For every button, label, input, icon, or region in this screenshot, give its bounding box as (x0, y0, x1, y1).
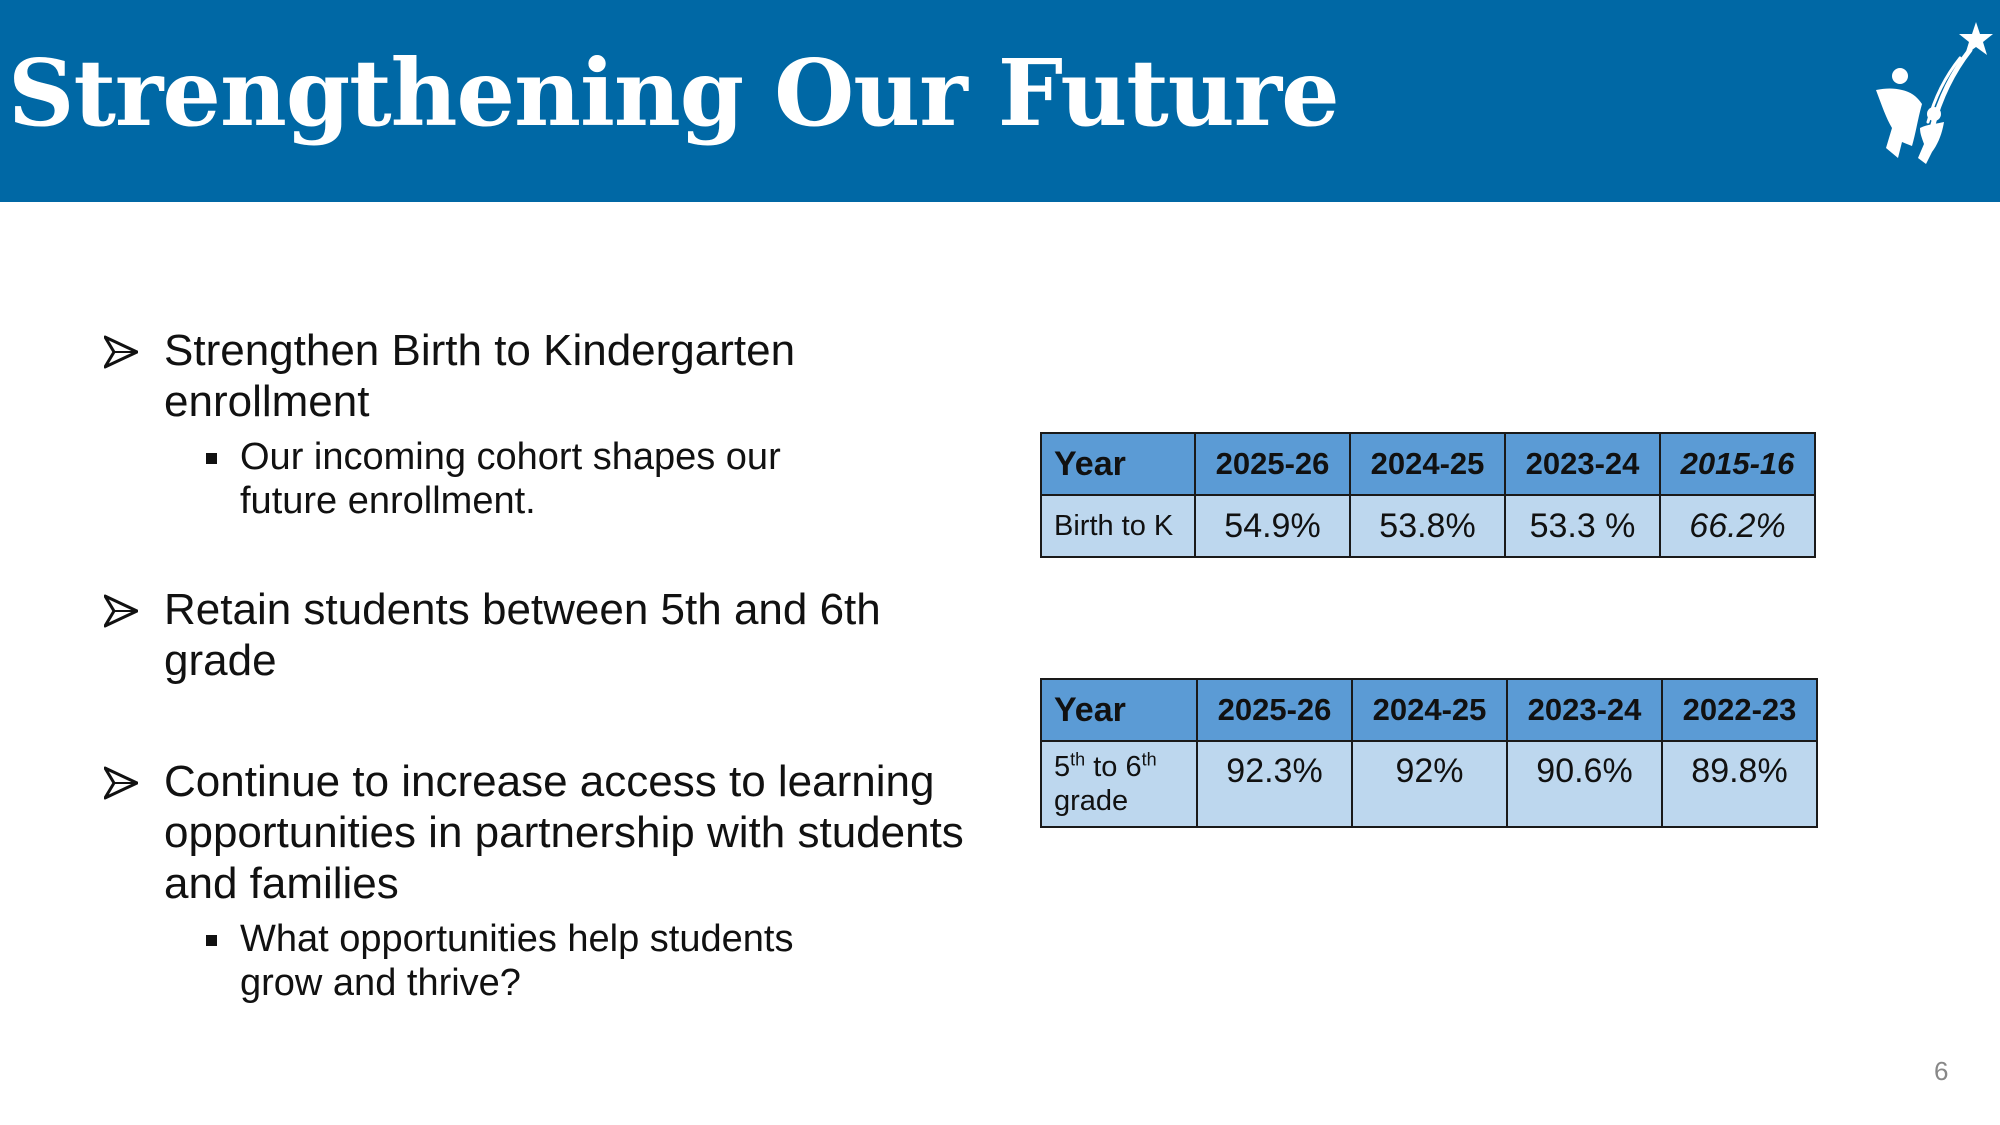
page-number: 6 (1934, 1056, 1949, 1086)
sub-bullet-text: What opportunities help students grow and thrive? (240, 918, 794, 1004)
value-cell: 92.3% (1197, 741, 1352, 827)
year-cell: 2025-26 (1197, 679, 1352, 741)
table-row (1041, 495, 1815, 557)
year-cell: 2023-24 (1507, 679, 1662, 741)
bullet-text: Strengthen Birth to Kindergarten enrollment (164, 326, 796, 426)
year-cell: 2015-16 (1660, 433, 1815, 495)
value-cell: 89.8% (1662, 741, 1817, 827)
value-cell: 53.3 % (1505, 495, 1660, 557)
year-cell: 2022-23 (1662, 679, 1817, 741)
year-cell: 2025-26 (1195, 433, 1350, 495)
year-cell: 2023-24 (1505, 433, 1660, 495)
year-header: Year (1041, 679, 1197, 741)
value-cell: 92% (1352, 741, 1507, 827)
value-cell: 54.9% (1195, 495, 1350, 557)
bullet-text: Retain students between 5th and 6th grade (164, 585, 881, 685)
slide-title: Strengthening Our Future (8, 39, 1339, 147)
year-cell: 2024-25 (1350, 433, 1505, 495)
square-bullet-icon (206, 453, 217, 464)
value-cell: 53.8% (1350, 495, 1505, 557)
row-label: 5th to 6th grade (1041, 741, 1197, 827)
year-cell: 2024-25 (1352, 679, 1507, 741)
square-bullet-icon (206, 935, 217, 946)
arrowhead-bullet-icon (104, 335, 138, 369)
fifth-to-sixth-table (1040, 678, 1818, 828)
sub-bullet-text: Our incoming cohort shapes our future enrollment. (240, 436, 781, 522)
bullet-item (104, 325, 964, 427)
birth-to-k-table (1040, 432, 1816, 558)
sub-bullet-item (104, 917, 860, 1005)
table-row (1041, 741, 1817, 827)
bullet-list (104, 325, 964, 1005)
arrowhead-bullet-icon (104, 594, 138, 628)
star-children-logo-icon (1872, 18, 1996, 164)
value-cell: 66.2% (1660, 495, 1815, 557)
row-label: Birth to K (1041, 495, 1195, 557)
year-header: Year (1041, 433, 1195, 495)
arrowhead-bullet-icon (104, 766, 138, 800)
table-header-row (1041, 433, 1815, 495)
title-banner (0, 0, 2000, 202)
sub-bullet-item (104, 435, 860, 523)
bullet-item (104, 584, 964, 686)
bullet-text: Continue to increase access to learning opportunities in partnership with students and families (164, 757, 964, 908)
value-cell: 90.6% (1507, 741, 1662, 827)
table-header-row (1041, 679, 1817, 741)
bullet-item (104, 756, 964, 909)
